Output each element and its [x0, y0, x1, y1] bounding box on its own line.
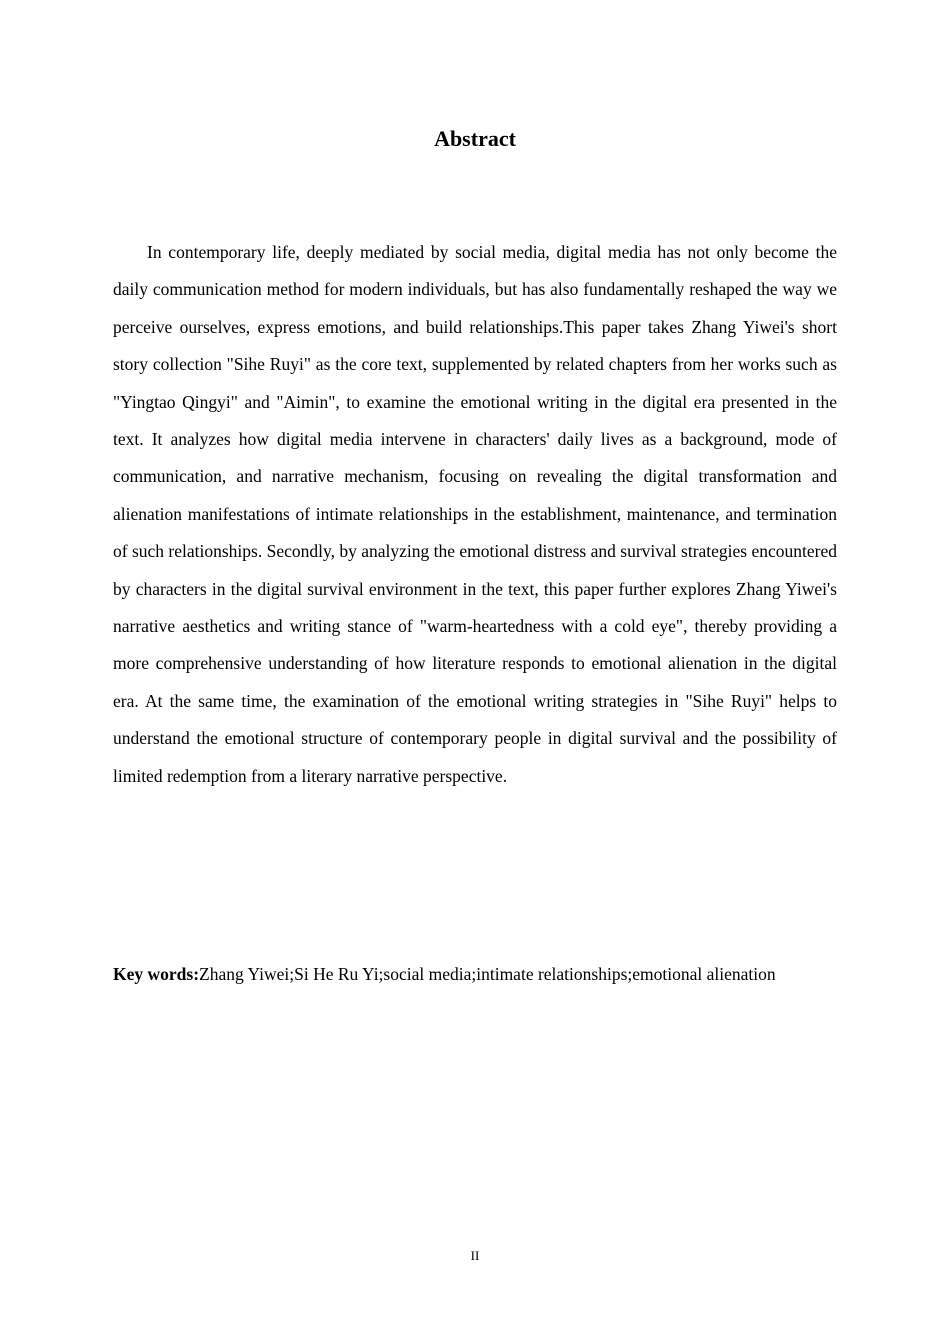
keywords-line	[113, 956, 837, 992]
abstract-title: Abstract	[434, 126, 516, 151]
keywords-text: Zhang Yiwei;Si He Ru Yi;social media;intimate relationships;emotional alienation	[199, 964, 776, 984]
page-number: II	[470, 1248, 480, 1263]
abstract-paragraph: In contemporary life, deeply mediated by social media, digital media has not only become the daily communication method for modern individuals, but has also fundamentally reshaped the way we perceive ourselves, express emotions, and build relationships.This paper takes Zhang Yiwei's short story collection "Sihe Ruyi" as the core text, supplemented by related chapters from her works such as "Yingtao Qingyi" and "Aimin", to examine the emotional writing in the digital era presented in the text. It analyzes how digital media intervene in characters' daily lives as a background, mode of communication, and narrative mechanism, focusing on revealing the digital transformation and alienation manifestations of intimate relationships in the establishment, maintenance, and termination of such relationships. Secondly, by analyzing the emotional distress and survival strategies encountered by characters in the digital survival environment in the text, this paper further explores Zhang Yiwei's narrative aesthetics and writing stance of "warm-heartedness with a cold eye", thereby providing a more comprehensive understanding of how literature responds to emotional alienation in the digital era. At the same time, the examination of the emotional writing strategies in "Sihe Ruyi" helps to understand the emotional structure of contemporary people in digital survival and the possibility of limited redemption from a literary narrative perspective.	[113, 242, 837, 786]
keywords-label: Key words:	[113, 964, 200, 984]
